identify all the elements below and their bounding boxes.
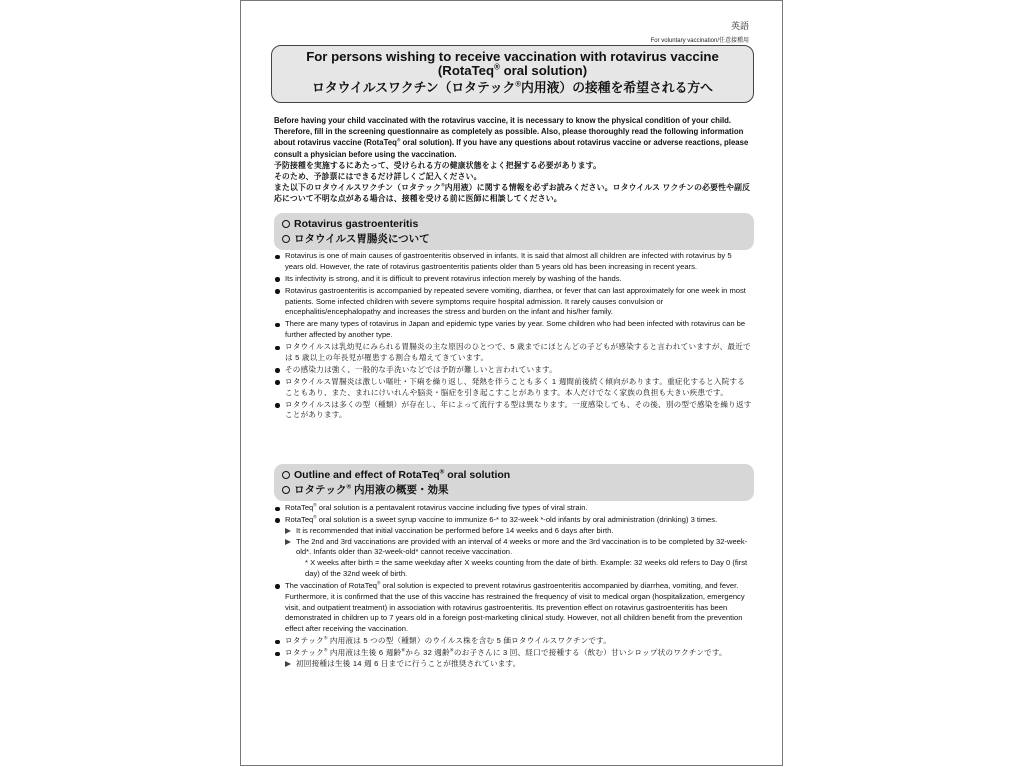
footnote: * X weeks after birth = the same weekday after X weeks counting from the date of birth. Example: 32 weeks old refers to Day 0 (first day) of the 32nd week of birth. (305, 558, 748, 578)
registered-mark: ® (515, 79, 522, 89)
circle-icon (282, 235, 290, 243)
list-item (274, 581, 752, 635)
intro-jp-3-post: 内用液）に関する情報を必ずお読みください。ロタウイルス ワクチンの必要性や副反応について不明な点がある場合は、接種を受ける前に医師に相談してください。 (274, 183, 751, 204)
section1-title-jp-row (282, 232, 746, 247)
intro-en-1: Before having your child vaccinated with the rotavirus vaccine, it is necessary to know the physical condition of your child. Therefore, fill in the screening questionnaire as completely as possible. Also, please thoroughly read the following information about rotavirus vaccine (RotaTeq (274, 116, 744, 148)
section1-title-jp: ロタウイルス胃腸炎について (294, 232, 430, 245)
section2-title-jp-post: 内用液の概要・効果 (351, 483, 449, 496)
registered-mark: ® (396, 137, 401, 143)
registered-mark: ® (313, 502, 317, 508)
b2-sub1: It is recommended that initial vaccination be performed before 14 weeks and 6 days after birth. (296, 525, 614, 535)
registered-mark: ® (439, 468, 445, 476)
title-jp-pre: ロタウイルスワクチン（ロタテック (312, 80, 516, 95)
language-label: 英語 (730, 21, 749, 31)
registered-mark: ® (323, 635, 328, 641)
section2-title-en-pre: Outline and effect of RotaTeq (294, 469, 440, 481)
b5-mid: から 32 週齢 (405, 648, 450, 658)
triangle-bullet-icon (285, 539, 291, 545)
note-mark: ※ (449, 647, 454, 653)
list-item: There are many types of rotavirus in Japan and epidemic type varies by year. Some children who had been infected with rotavirus can be further affected by another type. (274, 319, 752, 341)
intro-text (274, 115, 752, 205)
section2-title-en-row (282, 468, 746, 483)
section2-title-jp-pre: ロタテック (294, 483, 347, 496)
list-item: ロタウイルスは乳幼児にみられる胃腸炎の主な原因のひとつで、5 歳までにほとんどの子どもが感染すると言われていますが、最近では 5 歳以上の年長児が罹患する割合も増えてきています。 (274, 342, 752, 364)
b2-sub2: The 2nd and 3rd vaccinations are provided with an interval of 4 weeks or more and the 3rd vaccination is to be completed by 32-week-old*. Infants older than 32-week-old* cannot receive vaccination. (296, 536, 748, 557)
intro-jp-3-pre: また以下のロタウイルスワクチン（ロタテック (274, 183, 442, 193)
list-item: その感染力は強く、一般的な手洗いなどでは予防が難しいと言われています。 (274, 365, 752, 376)
registered-mark: ® (494, 62, 500, 72)
triangle-bullet-icon (285, 528, 291, 534)
list-item: Rotavirus gastroenteritis is accompanied by repeated severe vomiting, diarrhea, or fever that can last approximately for one week in most patients. Some infected children with severe symptoms require hospital admission. It rarely causes convulsion or encephalitis/encephalopathy and increases the stress and burden on the infant and his/her family. (274, 286, 752, 318)
b2-pre: RotaTeq (285, 514, 314, 524)
intro-jp-1: 予防接種を実施するにあたって、受けられる方の健康状態をよく把握する必要があります。 (274, 160, 602, 170)
section-rotavirus-header (274, 213, 754, 250)
section2-bullet-list (274, 503, 752, 671)
title-line2-pre: (RotaTeq (437, 63, 495, 78)
sub-item (285, 659, 752, 670)
b3-post: oral solution is expected to prevent rotavirus gastroenteritis accompanied by diarrhea, vomiting, and fever. Furthermore, it is confirmed that the use of this vaccine has restrained the frequency of visit to medical organ (hospitalization, emergency visit, and outpatient treatment) in association with rotavirus gastroenteritis. Its prevention effect on rotavirus gastroenteritis has been demonstrated in children up to 7 years old in a foreign post-marketing clinical study. However, not all children benefit from the prevention effect after receiving the vaccination. (285, 580, 745, 634)
title-japanese (272, 80, 753, 96)
list-item: Its infectivity is strong, and it is difficult to prevent rotavirus infection merely by washing of the hands. (274, 274, 752, 285)
intro-english (274, 115, 752, 160)
document-page (240, 0, 783, 766)
circle-icon (282, 220, 290, 228)
section1-bullet-list (274, 251, 752, 422)
section-outline-header (274, 464, 754, 501)
triangle-bullet-icon (285, 661, 291, 667)
registered-mark: ® (441, 182, 445, 188)
registered-mark: ® (313, 514, 317, 520)
circle-icon (282, 486, 290, 494)
list-item (274, 648, 752, 670)
sub-item (285, 537, 752, 559)
circle-icon (282, 471, 290, 479)
title-jp-post: 内用液）の接種を希望される方へ (521, 80, 713, 95)
b5-pre: ロタテック (285, 648, 324, 658)
list-item: ロタウイルス胃腸炎は激しい嘔吐・下痢を繰り返し、発熱を伴うことも多く 1 週間前後続く傾向があります。重症化すると入院することもあり、また、まれにけいれんや脳炎・脳症を引き起こすことがあります。本人だけでなく家族の負担も大きい疾患です。 (274, 377, 752, 399)
section1-title-en: Rotavirus gastroenteritis (294, 218, 419, 230)
b1-post: oral solution is a pentavalent rotavirus vaccine including five types of viral strain. (316, 503, 588, 512)
intro-en-2: oral solution). If you have any questions about rotavirus vaccine or adverse reactions, please consult a physician before using the vaccination. (274, 138, 749, 159)
intro-jp-2: そのため、予診票にはできるだけ詳しくご記入ください。 (274, 172, 482, 182)
title-english (272, 50, 753, 78)
b5-end: のお子さんに 3 回、経口で接種する（飲む）甘いシロップ状のワクチンです。 (453, 648, 727, 658)
voluntary-label: For voluntary vaccination/任意接種用 (650, 38, 749, 44)
title-box (271, 45, 754, 103)
b4-post: 内用液は 5 つの型（種類）のウイルス株を含む 5 価ロタウイルスワクチンです。 (327, 636, 612, 646)
b4-pre: ロタテック (285, 636, 324, 646)
title-line1: For persons wishing to receive vaccination with rotavirus vaccine (306, 49, 719, 64)
list-item (274, 515, 752, 580)
registered-mark: ® (377, 580, 381, 586)
title-line2-post: oral solution) (499, 63, 588, 78)
list-item: Rotavirus is one of main causes of gastroenteritis observed in infants. It is said that almost all children are infected with rotavirus by 5 years old. However, the rate of rotavirus gastroenteritis patients older than 5 years old has been increasing in recent years. (274, 251, 752, 273)
section1-title-en-row (282, 217, 746, 232)
b5-sub1: 初回接種は生後 14 週 6 日までに行うことが推奨されています。 (296, 658, 521, 668)
sub-item (285, 526, 752, 537)
list-item: ロタウイルスは多くの型（種類）が存在し、年によって流行する型は異なります。一度感染しても、その後、別の型で感染を繰り返すことがあります。 (274, 400, 752, 422)
b1-pre: RotaTeq (285, 503, 314, 512)
registered-mark: ® (323, 647, 328, 653)
b2-post: oral solution is a sweet syrup vaccine to immunize 6-* to 32-week *-old infants by oral administration (drinking) 3 times. (316, 514, 718, 524)
list-item (274, 503, 752, 514)
registered-mark: ® (346, 483, 352, 490)
b3-pre: The vaccination of RotaTeq (285, 580, 378, 590)
note-mark: ※ (401, 647, 406, 653)
section2-title-en-post: oral solution (444, 469, 511, 481)
list-item (274, 636, 752, 647)
section2-title-jp-row (282, 483, 746, 498)
b5-post: 内用液は生後 6 週齢 (327, 648, 402, 658)
intro-jp-3 (274, 182, 752, 204)
